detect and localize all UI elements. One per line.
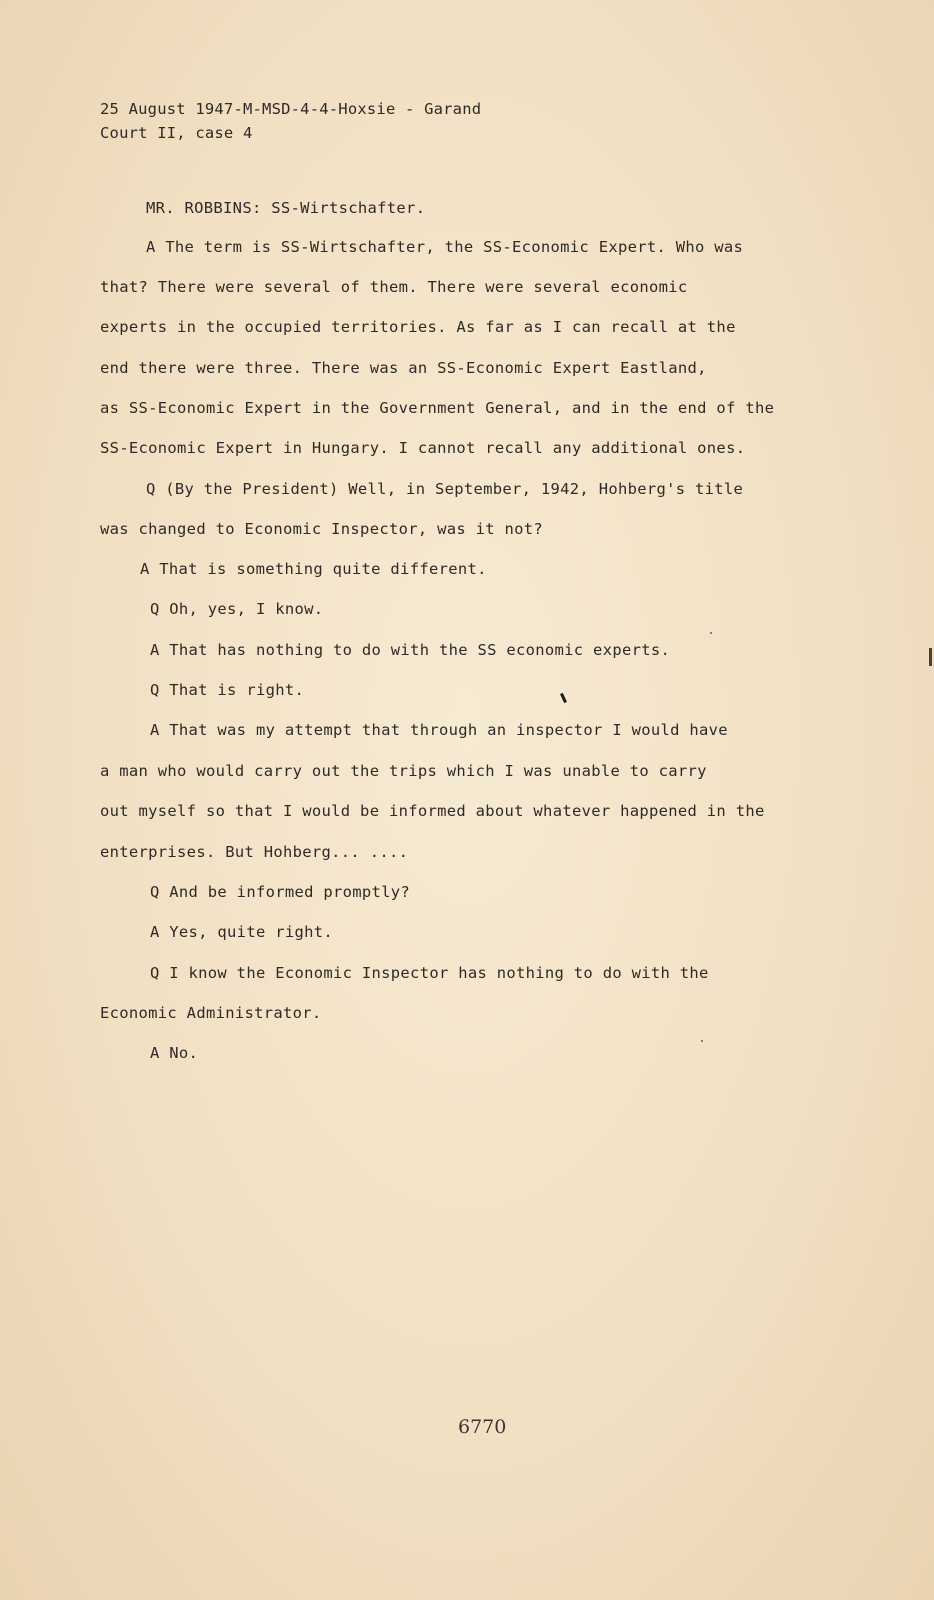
transcript-line: that? There were several of them. There were several economic — [100, 278, 688, 296]
transcript-line: A The term is SS-Wirtschafter, the SS-Economic Expert. Who was — [146, 238, 744, 256]
dust-speck — [710, 632, 712, 634]
transcript-line: A That has nothing to do with the SS economic experts. — [150, 641, 671, 659]
page-number: 6770 — [458, 1416, 507, 1438]
transcript-line: A That was my attempt that through an inspector I would have — [150, 721, 728, 739]
transcript-line: Q Oh, yes, I know. — [150, 600, 324, 618]
transcript-line: Q I know the Economic Inspector has nothing to do with the — [150, 964, 709, 982]
transcript-line: A No. — [150, 1044, 199, 1062]
transcript-line: enterprises. But Hohberg... .... — [100, 843, 409, 861]
transcript-line: Q That is right. — [150, 681, 305, 699]
transcript-line: A That is something quite different. — [140, 560, 487, 578]
header-court-line: Court II, case 4 — [100, 124, 253, 142]
transcript-line: Q And be informed promptly? — [150, 883, 411, 901]
transcript-line: Q (By the President) Well, in September, 1942, Hohberg's title — [146, 480, 744, 498]
header-session-line: 25 August 1947-M-MSD-4-4-Hoxsie - Garand — [100, 100, 482, 118]
edge-mark — [929, 648, 932, 666]
transcript-line: a man who would carry out the trips which I was unable to carry — [100, 762, 707, 780]
transcript-line: was changed to Economic Inspector, was it not? — [100, 520, 544, 538]
document-header — [100, 97, 481, 145]
ink-mark — [560, 693, 567, 703]
transcript-line: end there were three. There was an SS-Economic Expert Eastland, — [100, 359, 707, 377]
transcript-line: as SS-Economic Expert in the Government General, and in the end of the — [100, 399, 775, 417]
transcript-line: experts in the occupied territories. As far as I can recall at the — [100, 318, 736, 336]
transcript-line: Economic Administrator. — [100, 1004, 322, 1022]
transcript-line: A Yes, quite right. — [150, 923, 334, 941]
transcript-line: MR. ROBBINS: SS-Wirtschafter. — [146, 199, 426, 217]
transcript-line: SS-Economic Expert in Hungary. I cannot recall any additional ones. — [100, 439, 746, 457]
dust-speck — [701, 1040, 703, 1042]
transcript-line: out myself so that I would be informed about whatever happened in the — [100, 802, 765, 820]
